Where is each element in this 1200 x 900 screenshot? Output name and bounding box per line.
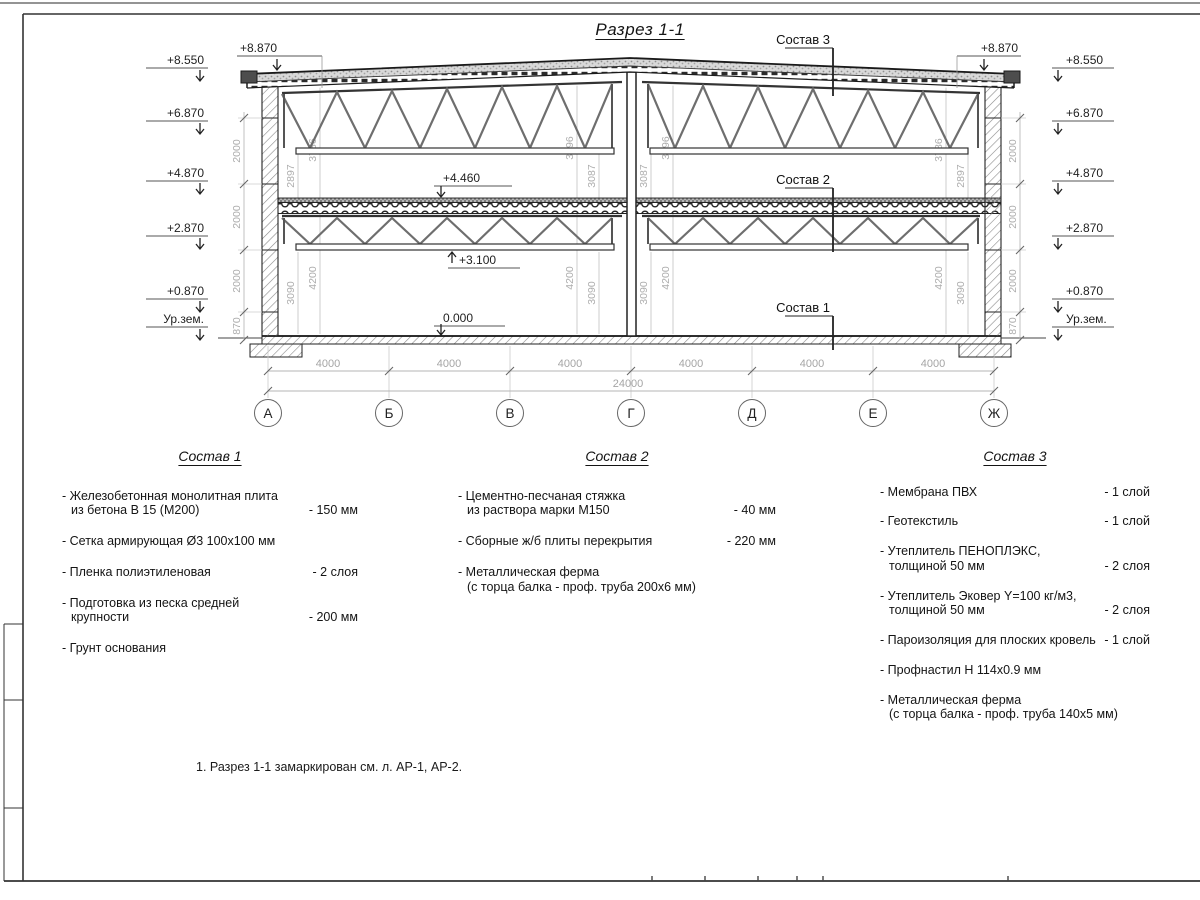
chain-right-2: 2000 <box>1007 269 1019 293</box>
elev-floor1: 0.000 <box>443 311 474 325</box>
elev-left-4: +0.870 <box>166 284 204 298</box>
list-item: - Сборные ж/б плиты перекрытия - 220 мм <box>458 534 776 549</box>
composition-1 <box>62 448 358 672</box>
elev-left-ground: Ур.зем. <box>163 312 204 326</box>
left-elevation-marks <box>146 53 208 340</box>
list-item: - Утеплитель ПЕНОПЛЭКС, толщиной 50 мм - 2 слоя <box>880 544 1150 573</box>
leader-label-sostav2: Состав 2 <box>776 172 830 187</box>
sheet-note: 1. Разрез 1-1 замаркирован см. л. АР-1, АР-2. <box>196 760 463 774</box>
right-wall <box>985 86 1001 336</box>
composition-3-title: Состав 3 <box>983 448 1047 464</box>
intermediate-floor <box>278 198 1001 214</box>
leader-label-sostav1: Состав 1 <box>776 300 830 315</box>
chain-left-1: 2000 <box>231 205 243 229</box>
chain-left-3: 870 <box>231 317 243 335</box>
elev-left-0: +8.550 <box>166 53 204 67</box>
floor-truss-left <box>282 216 622 250</box>
dim-lower-7: 3090 <box>955 281 967 305</box>
elev-left-1: +6.870 <box>166 106 204 120</box>
dim-upper-7: 2897 <box>955 164 967 188</box>
elev-right-1: +6.870 <box>1066 106 1104 120</box>
span-dim-4: 4000 <box>799 358 825 370</box>
elev-wall-top-right: +8.870 <box>980 41 1018 55</box>
list-item: - Металлическая ферма (с торца балка - проф. труба 200х6 мм) <box>458 564 696 594</box>
chain-right-3: 870 <box>1007 317 1019 335</box>
list-item: - Пароизоляция для плоских кровель - 1 слой <box>880 633 1150 648</box>
dim-lower-4: 3090 <box>638 281 650 305</box>
dim-lower-3: 3090 <box>586 281 598 305</box>
right-elevation-marks <box>1052 53 1114 340</box>
roof-truss-right <box>642 82 980 154</box>
floor-truss-right <box>642 216 980 250</box>
span-dim-1: 4000 <box>436 358 462 370</box>
total-dim: 24000 <box>612 378 644 390</box>
elev-left-2: +4.870 <box>166 166 204 180</box>
interior-level-marks <box>434 171 520 335</box>
dim-lower-6: 4200 <box>933 266 945 290</box>
list-item: - Металлическая ферма (с торца балка - проф. труба 140х5 мм) <box>880 692 1118 722</box>
axis-g: Г <box>627 406 635 421</box>
axis-v: В <box>505 406 515 421</box>
list-item: - Железобетонная монолитная плита из бетона В 15 (М200) - 150 мм <box>62 488 358 518</box>
axis-e: Е <box>868 406 878 421</box>
bottom-dimensions <box>264 346 998 398</box>
list-item: - Сетка армирующая Ø3 100x100 мм <box>62 534 276 549</box>
list-item: - Мембрана ПВХ - 1 слой <box>880 484 1150 499</box>
list-item: - Подготовка из песка средней крупности - 200 мм <box>62 595 358 625</box>
dim-upper-4: 3087 <box>638 164 650 188</box>
composition-1-title: Состав 1 <box>178 448 242 464</box>
dim-upper-0: 2897 <box>285 164 297 188</box>
leader-label-sostav3: Состав 3 <box>776 32 830 47</box>
elev-right-2: +4.870 <box>1066 166 1104 180</box>
axis-b: Б <box>384 406 394 421</box>
composition-2-title: Состав 2 <box>585 448 649 464</box>
chain-right-1: 2000 <box>1007 205 1019 229</box>
span-dim-2: 4000 <box>557 358 583 370</box>
axis-d: Д <box>747 406 757 421</box>
list-item: - Утеплитель Эковер Y=100 кг/м3, толщиной 50 мм - 2 слоя <box>880 588 1150 618</box>
left-footing <box>250 344 302 357</box>
dim-lower-2: 4200 <box>564 266 576 290</box>
list-item: - Пленка полиэтиленовая - 2 слоя <box>62 564 358 579</box>
ground-floor-slab <box>218 336 1046 357</box>
center-column <box>627 72 636 336</box>
left-wall-chain <box>231 112 262 344</box>
composition-3 <box>880 448 1150 737</box>
chain-left-0: 2000 <box>231 139 243 163</box>
dim-lower-5: 4200 <box>660 266 672 290</box>
right-footing <box>959 344 1011 357</box>
elev-right-4: +0.870 <box>1066 284 1104 298</box>
axis-bubbles <box>255 400 1008 427</box>
span-dim-5: 4000 <box>920 358 946 370</box>
elev-truss2-bottom: +3.100 <box>459 253 497 267</box>
chain-right-0: 2000 <box>1007 139 1019 163</box>
dim-lower-1: 4200 <box>307 266 319 290</box>
elev-wall-top-left: +8.870 <box>240 41 278 55</box>
elev-floor2: +4.460 <box>443 171 481 185</box>
elev-left-3: +2.870 <box>166 221 204 235</box>
span-dim-0: 4000 <box>315 358 341 370</box>
list-item: - Грунт основания <box>62 641 167 656</box>
axis-zh: Ж <box>987 406 1001 421</box>
right-parapet-cap <box>1004 71 1020 83</box>
axis-a: А <box>263 406 273 421</box>
left-wall <box>262 86 278 336</box>
dim-upper-3: 3087 <box>586 164 598 188</box>
list-item: - Цементно-песчаная стяжка из раствора марки М150 - 40 мм <box>458 488 776 518</box>
span-dim-3: 4000 <box>678 358 704 370</box>
composition-2 <box>458 448 776 610</box>
list-item: - Профнастил Н 114х0.9 мм <box>880 662 1042 677</box>
page-title: Разрез 1-1 <box>595 20 685 39</box>
elev-right-3: +2.870 <box>1066 221 1104 235</box>
elev-right-ground: Ур.зем. <box>1066 312 1107 326</box>
elev-right-0: +8.550 <box>1066 53 1104 67</box>
left-parapet-cap <box>241 71 257 83</box>
dim-lower-0: 3090 <box>285 281 297 305</box>
chain-left-2: 2000 <box>231 269 243 293</box>
right-wall-chain <box>1001 112 1026 344</box>
list-item: - Геотекстиль - 1 слой <box>880 514 1150 529</box>
